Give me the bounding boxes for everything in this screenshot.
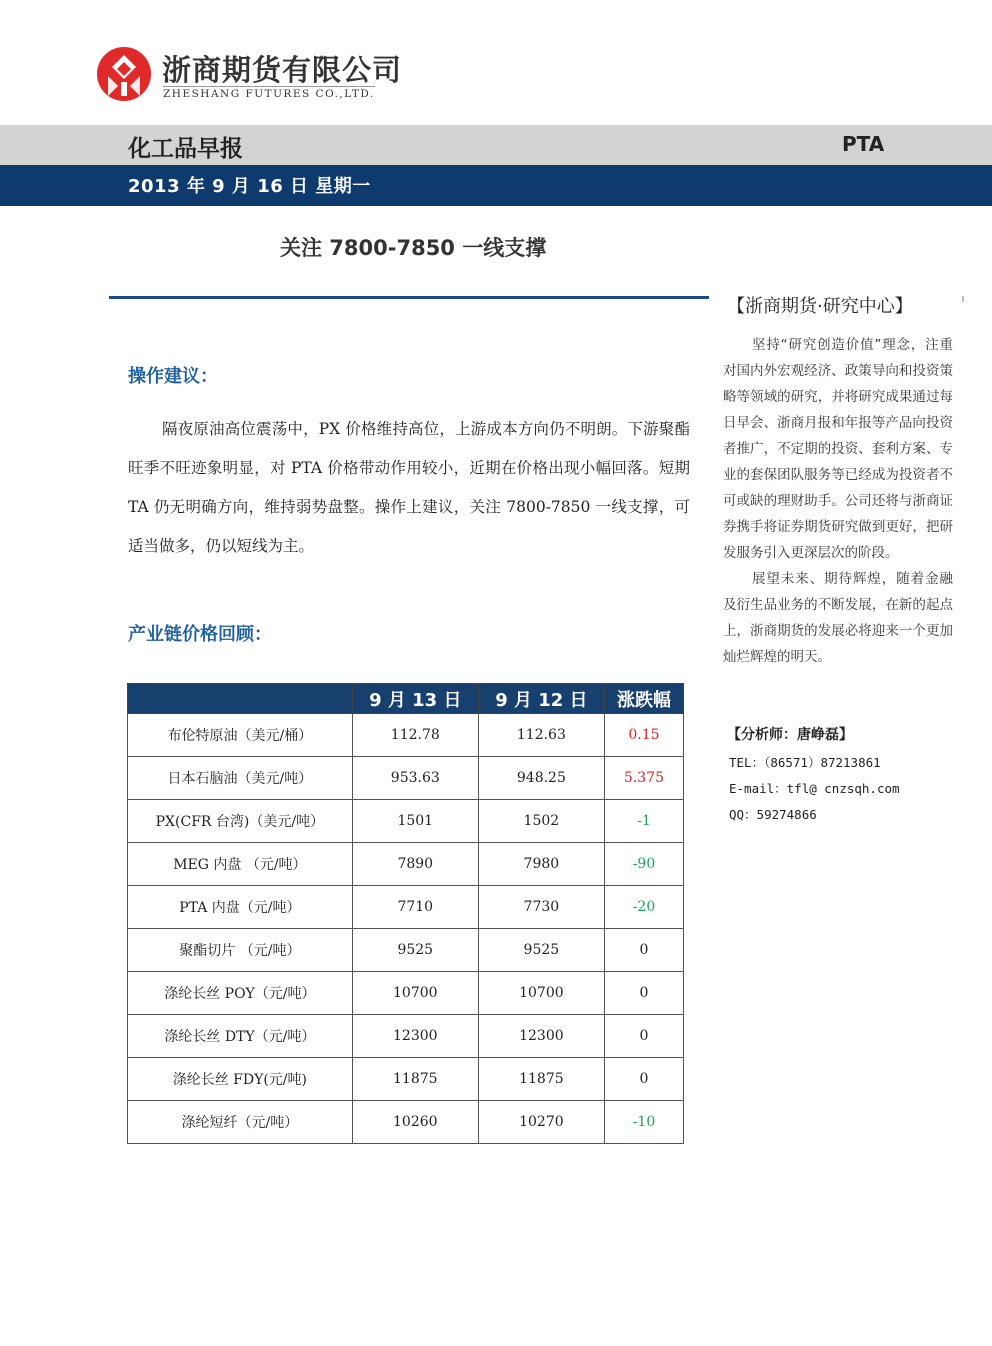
- table-row: [128, 800, 684, 843]
- row-sep12-cell: 112.63: [478, 714, 604, 757]
- research-center-description: [723, 332, 953, 670]
- row-name-cell: 涤纶长丝 POY（元/吨）: [128, 972, 353, 1015]
- sidebar-corner-mark: [962, 296, 964, 302]
- row-sep13-cell: 12300: [352, 1015, 478, 1058]
- analyst-name: 【分析师：唐峥磊】: [727, 727, 853, 743]
- row-sep12-cell: 9525: [478, 929, 604, 972]
- row-sep12-cell: 1502: [478, 800, 604, 843]
- row-sep12-cell: 10700: [478, 972, 604, 1015]
- row-sep12-cell: 12300: [478, 1015, 604, 1058]
- table-row: [128, 714, 684, 757]
- row-change-cell: -10: [604, 1101, 683, 1144]
- row-change-cell: 0: [604, 972, 683, 1015]
- row-change-cell: -1: [604, 800, 683, 843]
- company-logo: [96, 46, 403, 106]
- row-sep13-cell: 7710: [352, 886, 478, 929]
- row-name-cell: 日本石脑油（美元/吨）: [128, 757, 353, 800]
- report-date: 2013 年 9 月 16 日 星期一: [128, 176, 371, 197]
- row-name-cell: 涤纶短纤（元/吨）: [128, 1101, 353, 1144]
- header-blank: [128, 684, 353, 714]
- row-name-cell: 涤纶长丝 DTY（元/吨）: [128, 1015, 353, 1058]
- table-row: [128, 886, 684, 929]
- headline-divider: [109, 296, 709, 299]
- header-change: 涨跌幅: [604, 684, 683, 714]
- table-row: [128, 929, 684, 972]
- report-type-title: 化工品早报: [128, 136, 243, 162]
- row-sep12-cell: 10270: [478, 1101, 604, 1144]
- contact-tel: TEL：（86571）87213861: [729, 755, 881, 770]
- header-sep12: 9 月 12 日: [478, 684, 604, 714]
- row-name-cell: PX(CFR 台湾)（美元/吨）: [128, 800, 353, 843]
- row-change-cell: 0: [604, 1015, 683, 1058]
- research-center-para1: 坚持“研究创造价值”理念，注重对国内外宏观经济、政策导向和投资策略等领域的研究，并将研究成果通过每日早会、浙商月报和年报等产品向投资者推广，不定期的投资、套利方案、专业的套保团队服务等已经成为投资者不可或缺的理财助手。公司还将与浙商证券携手将证券期货研究做到更好，把研发服务引入更深层次的阶段。: [723, 337, 953, 561]
- row-change-cell: 0: [604, 1058, 683, 1101]
- header-sep13: 9 月 13 日: [352, 684, 478, 714]
- price-table-header: [128, 684, 684, 714]
- row-sep12-cell: 7980: [478, 843, 604, 886]
- row-sep13-cell: 1501: [352, 800, 478, 843]
- row-change-cell: 0.15: [604, 714, 683, 757]
- price-table-body: [128, 714, 684, 1144]
- row-sep13-cell: 7890: [352, 843, 478, 886]
- table-row: [128, 1015, 684, 1058]
- headline: 关注 7800-7850 一线支撑: [280, 236, 547, 260]
- operation-heading: 操作建议：: [128, 366, 218, 387]
- price-review-heading: 产业链价格回顾：: [128, 624, 272, 645]
- row-sep13-cell: 112.78: [352, 714, 478, 757]
- table-row: [128, 1058, 684, 1101]
- research-center-para2: 展望未来、期待辉煌，随着金融及衍生品业务的不断发展，在新的起点上，浙商期货的发展必将迎来一个更加灿烂辉煌的明天。: [723, 571, 953, 665]
- table-row: [128, 843, 684, 886]
- row-sep12-cell: 948.25: [478, 757, 604, 800]
- price-table: [127, 683, 684, 1144]
- row-sep13-cell: 10700: [352, 972, 478, 1015]
- row-name-cell: 涤纶长丝 FDY(元/吨): [128, 1058, 353, 1101]
- product-label: PTA: [842, 132, 885, 156]
- row-sep13-cell: 9525: [352, 929, 478, 972]
- logo-name-en: ZHESHANG FUTURES CO.,LTD.: [163, 88, 375, 100]
- research-center-title: 【浙商期货·研究中心】: [727, 296, 913, 317]
- row-change-cell: 0: [604, 929, 683, 972]
- contact-email[interactable]: E-mail：tfl@ cnzsqh.com: [729, 781, 900, 796]
- row-sep13-cell: 11875: [352, 1058, 478, 1101]
- row-name-cell: MEG 内盘 （元/吨）: [128, 843, 353, 886]
- row-name-cell: 聚酯切片 （元/吨）: [128, 929, 353, 972]
- row-sep13-cell: 10260: [352, 1101, 478, 1144]
- row-change-cell: 5.375: [604, 757, 683, 800]
- row-sep12-cell: 7730: [478, 886, 604, 929]
- row-name-cell: PTA 内盘（元/吨）: [128, 886, 353, 929]
- table-row: [128, 1101, 684, 1144]
- logo-emblem-icon: [96, 46, 152, 102]
- operation-paragraph: 隔夜原油高位震荡中，PX 价格维持高位，上游成本方向仍不明朗。下游聚酯旺季不旺迹象明显，对 PTA 价格带动作用较小，近期在价格出现小幅回落。短期 TA 仍无明确方向，维持弱势盘整。操作上建议，关注 7800-7850 一线支撑，可适当做多，仍以短线为主。: [128, 420, 690, 555]
- row-change-cell: -90: [604, 843, 683, 886]
- table-row: [128, 757, 684, 800]
- table-row: [128, 972, 684, 1015]
- row-name-cell: 布伦特原油（美元/桶）: [128, 714, 353, 757]
- row-sep13-cell: 953.63: [352, 757, 478, 800]
- contact-qq: QQ：59274866: [729, 807, 817, 822]
- row-change-cell: -20: [604, 886, 683, 929]
- row-sep12-cell: 11875: [478, 1058, 604, 1101]
- logo-name-cn: 浙商期货有限公司: [162, 53, 403, 87]
